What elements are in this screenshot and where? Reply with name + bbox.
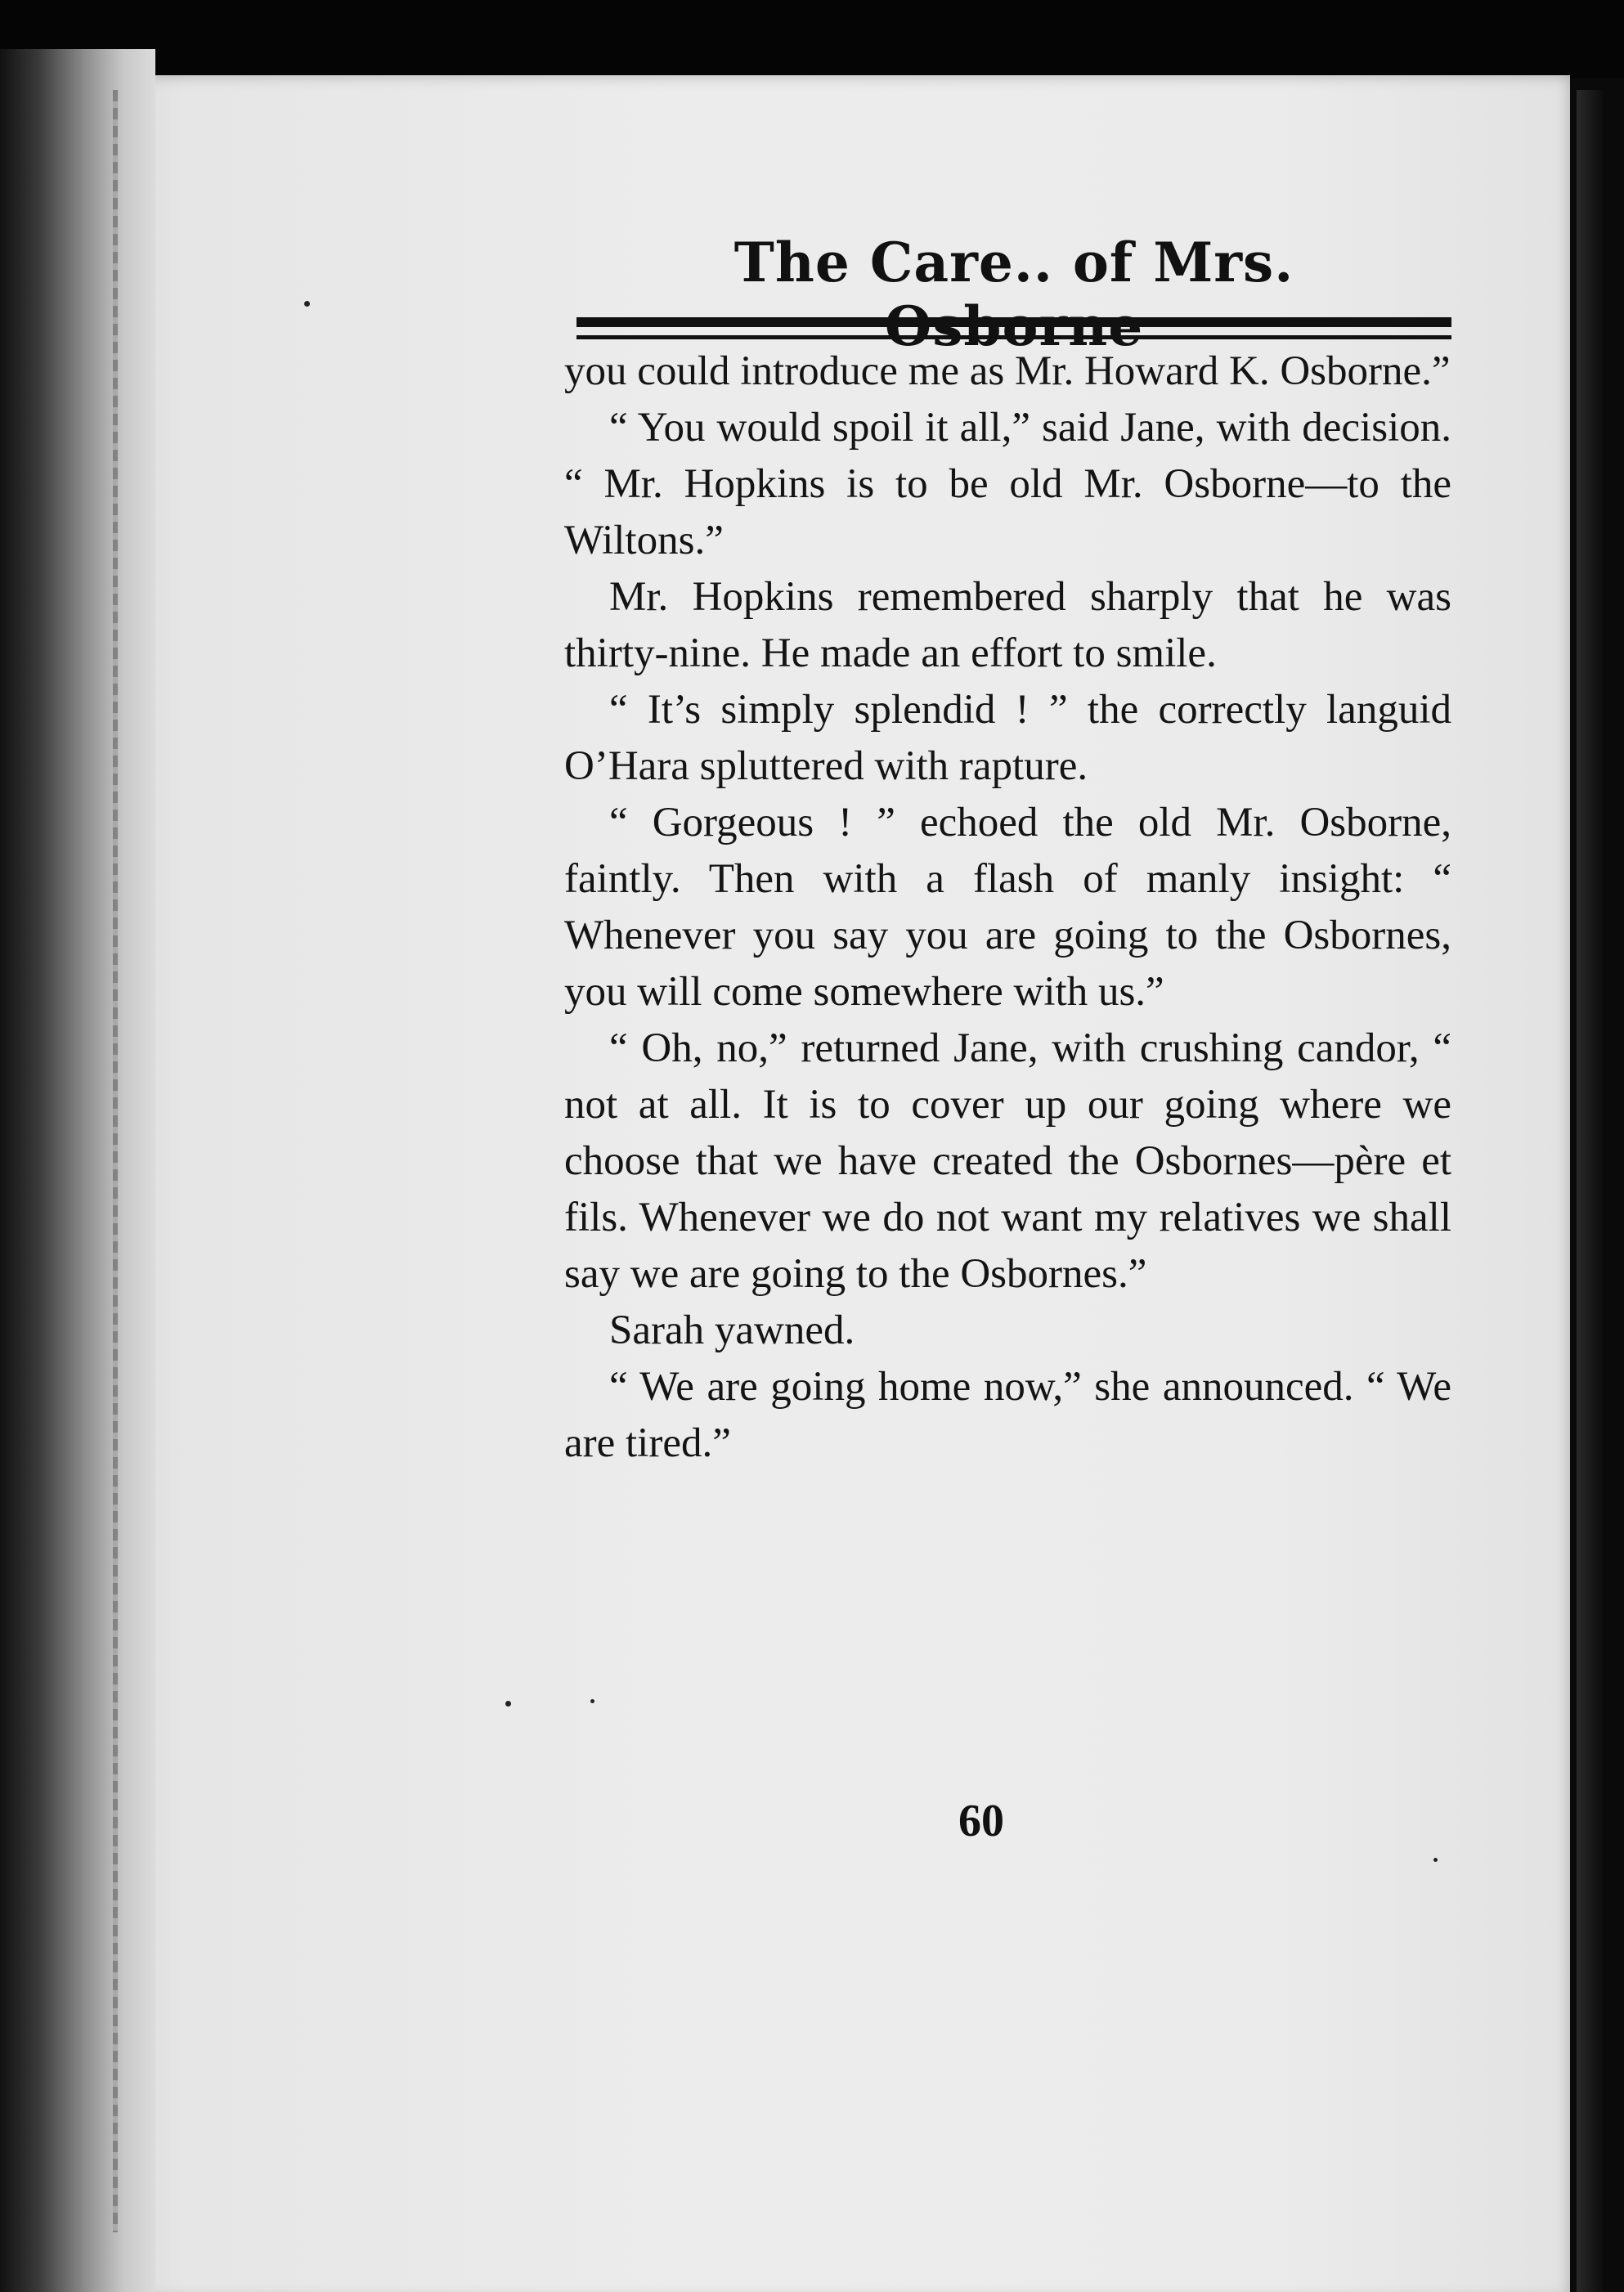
paragraph: you could introduce me as Mr. Howard K. Osborne.” <box>564 348 1451 394</box>
paragraph: “ Oh, no,” returned Jane, with crushing candor, “ not at all. It is to cover up our going where we choose that we have created the Osbornes—père et fils. Whenever we do not want my relatives we shall say we are going to the Osbornes.” <box>564 1025 1451 1297</box>
dust-speck <box>1433 1858 1438 1862</box>
paragraph: “ It’s simply splendid ! ” the correctly languid O’Hara spluttered with rapture. <box>564 687 1451 789</box>
page-number: 60 <box>958 1796 1004 1846</box>
paragraph: “ Gorgeous ! ” echoed the old Mr. Osborne, faintly. Then with a flash of manly insight: “ Whenever you say you are going to the Osbornes, you will come somewhere with us.” <box>564 800 1451 1015</box>
paragraph: Sarah yawned. <box>609 1307 855 1353</box>
spine-stitching <box>113 90 118 2232</box>
header-rule-thin <box>576 335 1451 339</box>
header-rule-thick <box>576 317 1451 327</box>
right-edge-shadow <box>1577 90 1624 2292</box>
book-spine <box>0 49 155 2292</box>
dust-speck <box>590 1699 594 1703</box>
dust-speck <box>505 1701 511 1707</box>
paragraph: “ You would spoil it all,” said Jane, with decision. “ Mr. Hopkins is to be old Mr. Osborne—to the Wiltons.” <box>564 405 1451 563</box>
top-edge-shadow <box>0 0 1624 78</box>
dust-speck <box>304 301 310 307</box>
running-head: The Care.. of Mrs. <box>733 231 1294 294</box>
paragraph: “ We are going home now,” she announced. “ We are tired.” <box>564 1364 1451 1466</box>
paragraph: Mr. Hopkins remembered sharply that he was thirty-nine. He made an effort to smile. <box>564 574 1451 676</box>
body-text <box>564 343 1451 1472</box>
